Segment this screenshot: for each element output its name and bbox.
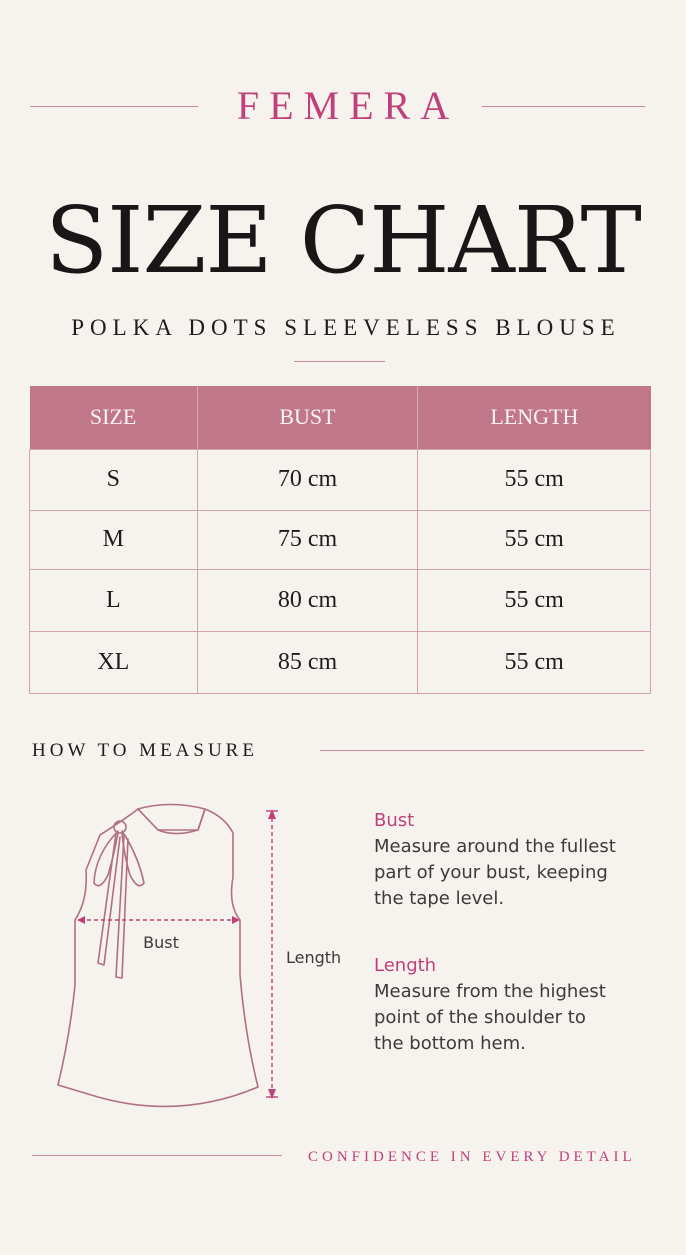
column-header-size: SIZE bbox=[30, 386, 198, 449]
bust-instructions bbox=[374, 808, 664, 912]
table-row bbox=[30, 631, 651, 693]
bust-measure bbox=[77, 916, 240, 924]
divider bbox=[294, 361, 385, 362]
blouse-diagram bbox=[40, 795, 360, 1125]
cell-size: XL bbox=[30, 631, 198, 693]
length-text-line: the bottom hem. bbox=[374, 1033, 526, 1054]
brand-line-right bbox=[482, 106, 645, 107]
column-header-bust: BUST bbox=[197, 386, 418, 449]
cell-bust: 80 cm bbox=[197, 569, 418, 631]
length-title: Length bbox=[374, 955, 437, 976]
bust-label: Bust bbox=[143, 933, 179, 952]
cell-size: M bbox=[30, 510, 198, 569]
length-measure bbox=[266, 809, 278, 1099]
bow-loop bbox=[122, 831, 144, 886]
section-divider bbox=[320, 750, 644, 751]
bust-text-line: part of your bust, keeping bbox=[374, 862, 608, 883]
blouse-outline bbox=[58, 809, 258, 1106]
table-row bbox=[30, 569, 651, 631]
cell-length: 55 cm bbox=[418, 449, 651, 510]
cell-length: 55 cm bbox=[418, 510, 651, 569]
bust-text-line: Measure around the fullest bbox=[374, 836, 616, 857]
footer-tagline: CONFIDENCE IN EVERY DETAIL bbox=[308, 1149, 636, 1165]
cell-bust: 75 cm bbox=[197, 510, 418, 569]
cell-length: 55 cm bbox=[418, 631, 651, 693]
cell-bust: 85 cm bbox=[197, 631, 418, 693]
how-to-measure-heading: HOW TO MEASURE bbox=[32, 740, 258, 761]
cell-bust: 70 cm bbox=[197, 449, 418, 510]
size-table bbox=[29, 386, 651, 694]
length-text-line: point of the shoulder to bbox=[374, 1007, 586, 1028]
table-row bbox=[30, 449, 651, 510]
cell-size: L bbox=[30, 569, 198, 631]
page-title: SIZE CHART bbox=[45, 187, 641, 294]
bust-title: Bust bbox=[374, 810, 415, 831]
cell-size: S bbox=[30, 449, 198, 510]
footer-divider bbox=[32, 1155, 282, 1156]
length-instructions bbox=[374, 953, 664, 1057]
cell-length: 55 cm bbox=[418, 569, 651, 631]
product-name: POLKA DOTS SLEEVELESS BLOUSE bbox=[71, 315, 621, 340]
column-header-length: LENGTH bbox=[418, 386, 651, 449]
brand-logo: FEMERA bbox=[236, 83, 460, 128]
length-label: Length bbox=[286, 948, 342, 967]
bust-text-line: the tape level. bbox=[374, 888, 505, 909]
length-text-line: Measure from the highest bbox=[374, 981, 606, 1002]
collar bbox=[138, 805, 205, 834]
table-row bbox=[30, 510, 651, 569]
table-header-row bbox=[30, 386, 651, 449]
